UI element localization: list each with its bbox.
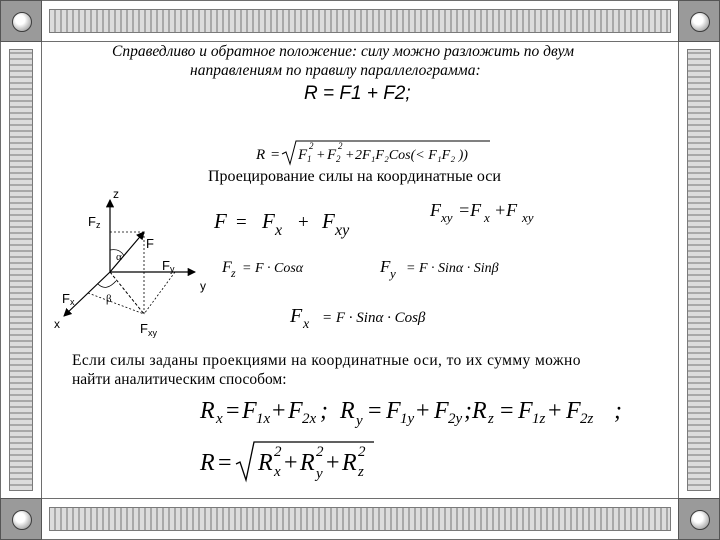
projection-title: Проецирование силы на координатные оси — [208, 168, 501, 185]
svg-text:F: F — [222, 259, 232, 276]
eq-fx — [288, 300, 498, 334]
fy-label: F — [162, 258, 170, 273]
svg-text:z: z — [358, 464, 364, 480]
eq-fz — [220, 254, 350, 284]
svg-text:x: x — [274, 464, 281, 480]
svg-text:2y: 2y — [448, 411, 463, 427]
rivet-icon — [690, 510, 710, 530]
fxy-sub: xy — [148, 328, 157, 338]
svg-text:xy: xy — [335, 222, 350, 239]
svg-text:+: + — [316, 148, 326, 163]
beta-label: β — [106, 293, 112, 305]
svg-text:2: 2 — [316, 444, 324, 460]
svg-text:+: + — [416, 398, 430, 424]
svg-text:x: x — [303, 317, 310, 332]
cos-sup2: 2 — [338, 141, 343, 151]
eq-resultant — [196, 436, 396, 486]
svg-text:+F: +F — [494, 200, 518, 220]
svg-text:F: F — [242, 398, 257, 424]
svg-text:z: z — [488, 411, 494, 427]
x-axis — [64, 272, 110, 316]
svg-text:=: = — [236, 212, 247, 233]
svg-text:F: F — [288, 398, 303, 424]
svg-text:R: R — [472, 398, 487, 424]
eq-fxy — [428, 198, 568, 232]
rivet-icon — [690, 12, 710, 32]
svg-text:+: + — [345, 148, 355, 163]
cos-F1: F — [298, 147, 308, 163]
cos-term: 2F₁F₂Cos(< F₁F₂ )) — [355, 148, 468, 163]
fy-sub: у — [170, 264, 175, 274]
svg-text:F: F — [518, 398, 533, 424]
cos-sub1: 1 — [307, 154, 312, 164]
svg-text:F: F — [434, 398, 449, 424]
frame-right-bar — [678, 40, 720, 500]
svg-text:+: + — [548, 398, 562, 424]
svg-text:= F · Cosα: = F · Cosα — [242, 261, 304, 276]
z-label: z — [113, 187, 119, 201]
fz-sub: z — [96, 220, 101, 230]
svg-text:R: R — [342, 450, 357, 476]
x-label: х — [54, 317, 60, 331]
svg-text:R: R — [300, 450, 315, 476]
svg-text:1y: 1y — [400, 411, 415, 427]
svg-text:=: = — [368, 398, 382, 424]
cos-R: R — [256, 147, 266, 163]
formula-main: R = F1 + F2; — [304, 83, 411, 104]
frame-top-bar — [40, 0, 680, 42]
svg-text:F: F — [322, 209, 335, 233]
svg-text:+: + — [326, 450, 340, 476]
svg-text:R: R — [200, 450, 215, 476]
svg-text:= F · Sinα · Sinβ: = F · Sinα · Sinβ — [406, 261, 499, 276]
svg-text:=F: =F — [458, 200, 482, 220]
eq-components — [196, 392, 656, 432]
svg-text:x: x — [484, 210, 490, 225]
svg-text:1x: 1x — [256, 411, 271, 427]
intro-line-2: направлениям по правилу параллелограмма: — [190, 62, 481, 79]
cos-eq: = — [270, 147, 281, 163]
cos-sub2: 2 — [336, 154, 341, 164]
svg-text:z: z — [231, 266, 236, 280]
svg-text:y: y — [316, 466, 323, 482]
formula-cosine — [254, 138, 494, 168]
fx-sub: x — [70, 297, 75, 307]
svg-text:=: = — [500, 398, 514, 424]
svg-text:F: F — [380, 257, 391, 276]
svg-text:;: ; — [614, 398, 622, 424]
svg-text:xy: xy — [522, 210, 534, 225]
corner-bottom-right — [678, 498, 720, 540]
svg-text:;: ; — [464, 398, 472, 424]
eq-sum — [212, 202, 382, 242]
svg-text:=: = — [218, 450, 232, 476]
corner-top-right — [678, 0, 720, 42]
svg-text:F: F — [430, 200, 441, 220]
alpha-label: α — [116, 251, 122, 263]
svg-text:=: = — [226, 398, 240, 424]
cos-F2: F — [327, 147, 337, 163]
svg-text:R: R — [258, 450, 273, 476]
svg-text:F: F — [566, 398, 581, 424]
svg-text:xy: xy — [441, 210, 453, 225]
svg-text:2: 2 — [358, 444, 366, 460]
eq-fy — [378, 254, 568, 286]
svg-text:= F · Sinα · Cosβ: = F · Sinα · Cosβ — [322, 310, 426, 326]
svg-text:2: 2 — [274, 444, 282, 460]
svg-text:F: F — [262, 209, 275, 233]
svg-text:F: F — [214, 209, 227, 233]
rivet-icon — [12, 510, 32, 530]
svg-text:F: F — [290, 305, 303, 327]
corner-bottom-left — [0, 498, 42, 540]
fz-label: F — [88, 214, 96, 229]
svg-text:2x: 2x — [302, 411, 317, 427]
y-label: у — [200, 279, 206, 293]
svg-text:y: y — [356, 413, 363, 429]
analytic-line-2: найти аналитическим способом: — [72, 371, 287, 388]
svg-text:R: R — [340, 398, 355, 424]
frame-left-bar — [0, 40, 42, 500]
svg-text:F: F — [386, 398, 401, 424]
svg-text:2z: 2z — [580, 411, 594, 427]
svg-text:1z: 1z — [532, 411, 546, 427]
cos-sup1: 2 — [309, 141, 314, 151]
frame-bottom-bar — [40, 498, 680, 540]
force-projection-diagram — [50, 186, 220, 346]
svg-text:x: x — [216, 411, 223, 427]
svg-text:+: + — [284, 450, 298, 476]
analytic-line-1: Если силы заданы проекциями на координатные оси, то их сумму можно — [72, 352, 581, 369]
svg-text:R: R — [200, 398, 215, 424]
rivet-icon — [12, 12, 32, 32]
fxy-label: F — [140, 321, 148, 336]
svg-text:;: ; — [320, 398, 328, 424]
svg-text:+: + — [298, 212, 309, 233]
svg-text:x: x — [275, 222, 283, 239]
corner-top-left — [0, 0, 42, 42]
svg-text:+: + — [272, 398, 286, 424]
fx-label: F — [62, 291, 70, 306]
svg-text:y: y — [390, 266, 396, 281]
f-label: F — [146, 236, 154, 251]
intro-line-1: Справедливо и обратное положение: силу можно разложить по двум — [112, 43, 575, 60]
